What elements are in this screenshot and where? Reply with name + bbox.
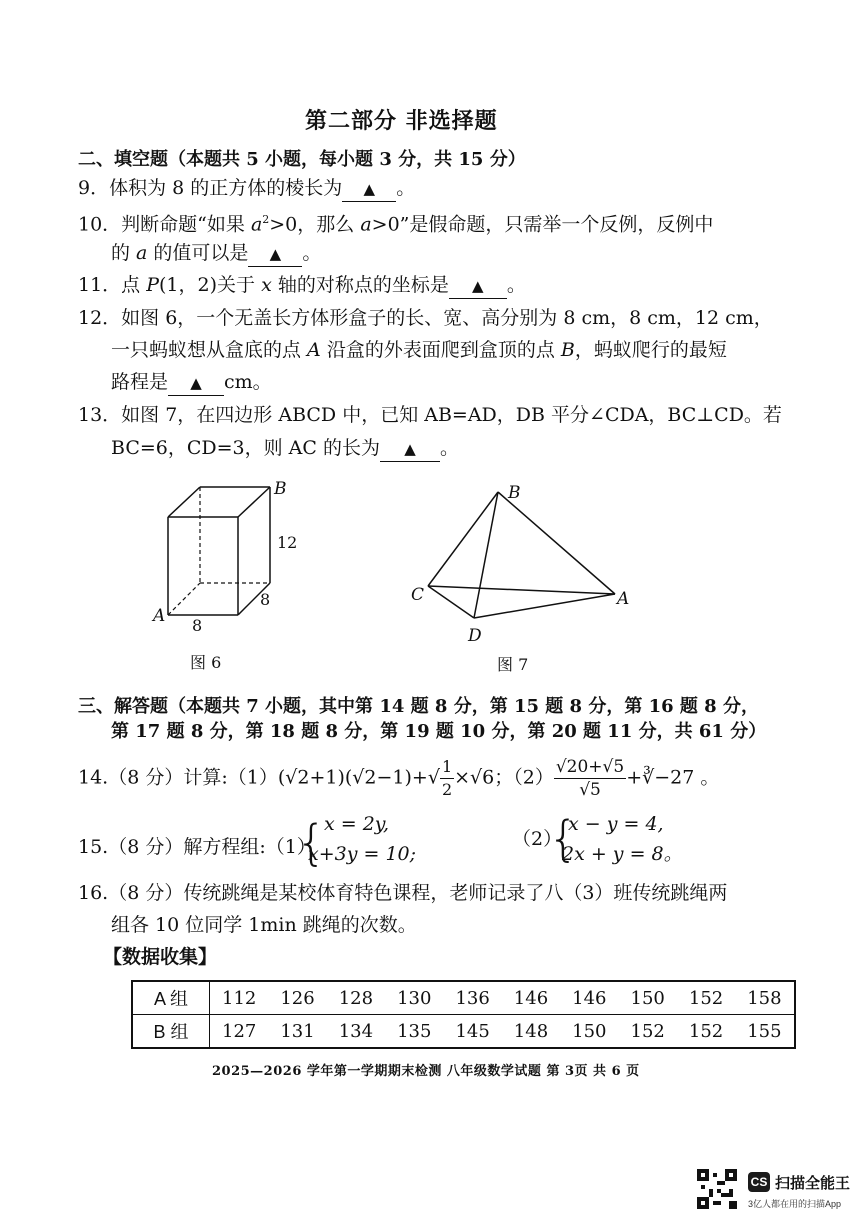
table-cell: 145: [455, 1020, 490, 1042]
question-16-line2: 组各 10 位同学 1min 跳绳的次数。: [111, 914, 417, 936]
watermark-subtitle: 3亿人都在用的扫描App: [748, 1199, 842, 1209]
figure-7-caption: 图 7: [497, 655, 529, 674]
figure-7-label-d: D: [468, 626, 482, 646]
blank-marker: ▲: [190, 374, 202, 392]
question-10: 10．判断命题“如果 $a^2>0$，那么 a>0”是假命题，只需举一个反例，反例中: [78, 213, 714, 236]
table-cell: 155: [747, 1020, 782, 1042]
question-13-line1: 13．如图 7，在四边形 ABCD 中，已知 AB=AD，DB 平分∠CDA，BC⊥CD。若: [78, 404, 782, 426]
blank-marker: ▲: [363, 180, 376, 198]
table-cell: 134: [338, 1020, 374, 1042]
page-footer: 2025—2026 学年第一学期期末检测 八年级数学试题 第 3页 共 6 页: [212, 1064, 640, 1079]
question-11: 11．点 P(1，2)关于 x 轴的对称点的坐标是 ▲ 。: [78, 273, 526, 299]
figure-7-label-c: C: [411, 585, 425, 605]
watermark-brand: 扫描全能王: [775, 1175, 851, 1192]
table-row: [132, 981, 795, 1015]
camscanner-logo-icon: CS: [748, 1172, 770, 1192]
section-3-heading-line2: 第 17 题 8 分，第 18 题 8 分，第 19 题 10 分，第 20 题 11 分，共 61 分）: [111, 721, 767, 742]
figure-7-label-a: A: [617, 589, 630, 609]
jump-rope-data-table: [131, 980, 796, 1049]
row-label: B 组: [132, 1015, 210, 1049]
system-1-eq2: x+3y = 10;: [308, 843, 417, 865]
table-cell: 152: [677, 981, 735, 1015]
table-cell: 150: [619, 981, 677, 1015]
question-12-line2: 一只蚂蚁想从盒底的点 A 沿盒的外表面爬到盒顶的点 B，蚂蚁爬行的最短: [111, 339, 727, 361]
figure-7-label-b: B: [508, 483, 521, 503]
system-1-eq1: x = 2y,: [324, 813, 390, 835]
table-cell: 130: [385, 981, 443, 1015]
table-cell: 135: [397, 1020, 432, 1042]
blank-marker: ▲: [404, 440, 416, 458]
section-3-heading-line1: 三、解答题（本题共 7 小题，其中第 14 题 8 分，第 15 题 8 分，第 16 题 8 分，: [78, 696, 759, 717]
question-16-line1: 16.（8 分）传统跳绳是某校体育特色课程，老师记录了八（3）班传统跳绳两: [78, 882, 728, 904]
system-2-eq1: x − y = 4,: [568, 813, 664, 835]
table-cell: 158: [735, 981, 794, 1015]
figure-6-caption: 图 6: [190, 653, 222, 672]
table-cell: 127: [222, 1020, 257, 1042]
table-cell: 128: [327, 981, 385, 1015]
table-cell: 152: [688, 1020, 724, 1042]
table-cell: 126: [268, 981, 326, 1015]
figure-6-dim-depth: 8: [260, 590, 271, 609]
table-cell: 146: [502, 981, 560, 1015]
table-cell: 146: [560, 981, 618, 1015]
question-10-line2: 的 a 的值可以是 ▲ 。: [111, 241, 321, 267]
blank-marker: ▲: [472, 277, 484, 295]
question-9: 9．体积为 8 的正方体的棱长为 ▲ 。: [78, 176, 415, 202]
system-2-prefix: （2）: [512, 828, 563, 850]
figure-6-box: [150, 475, 310, 640]
figure-6-dim-height: 12: [277, 533, 298, 552]
question-12-line3: 路程是 ▲ cm。: [111, 370, 272, 396]
qr-code-icon: [697, 1169, 737, 1209]
figure-6-label-b: B: [274, 479, 287, 499]
blank-marker: ▲: [269, 245, 282, 263]
question-14: 14.（8 分）计算:（1）(√2+1)(√2−1)+√ $\frac{1}{2}$ ×√6；（2） $\frac{√20+√5}{√5}$ +∛−27 。: [78, 757, 720, 800]
row-label: A 组: [132, 981, 210, 1015]
table-cell: 150: [572, 1020, 607, 1042]
table-cell: 152: [630, 1020, 665, 1042]
question-13-line2: BC=6，CD=3，则 AC 的长为 ▲ 。: [111, 436, 459, 462]
table-cell: 136: [443, 981, 501, 1015]
table-row: [132, 1015, 795, 1049]
question-12-line1: 12．如图 6，一个无盖长方体形盒子的长、宽、高分别为 8 cm，8 cm，12 cm，: [78, 307, 773, 329]
page-title: 第二部分 非选择题: [305, 108, 498, 134]
table-cell: 148: [513, 1020, 549, 1042]
table-cell: 112: [210, 981, 269, 1015]
table-cell: 131: [280, 1020, 315, 1042]
data-collection-heading: 【数据收集】: [103, 946, 218, 968]
question-15-prefix: 15.（8 分）解方程组:（1）: [78, 836, 316, 858]
system-1-brace: {: [296, 815, 327, 871]
section-2-heading: 二、填空题（本题共 5 小题，每小题 3 分，共 15 分）: [78, 149, 526, 170]
figure-6-label-a: A: [153, 606, 166, 626]
system-2-eq2: 2x + y = 8。: [562, 843, 683, 865]
figure-6-dim-length: 8: [192, 616, 203, 635]
system-2-brace: {: [548, 811, 579, 867]
